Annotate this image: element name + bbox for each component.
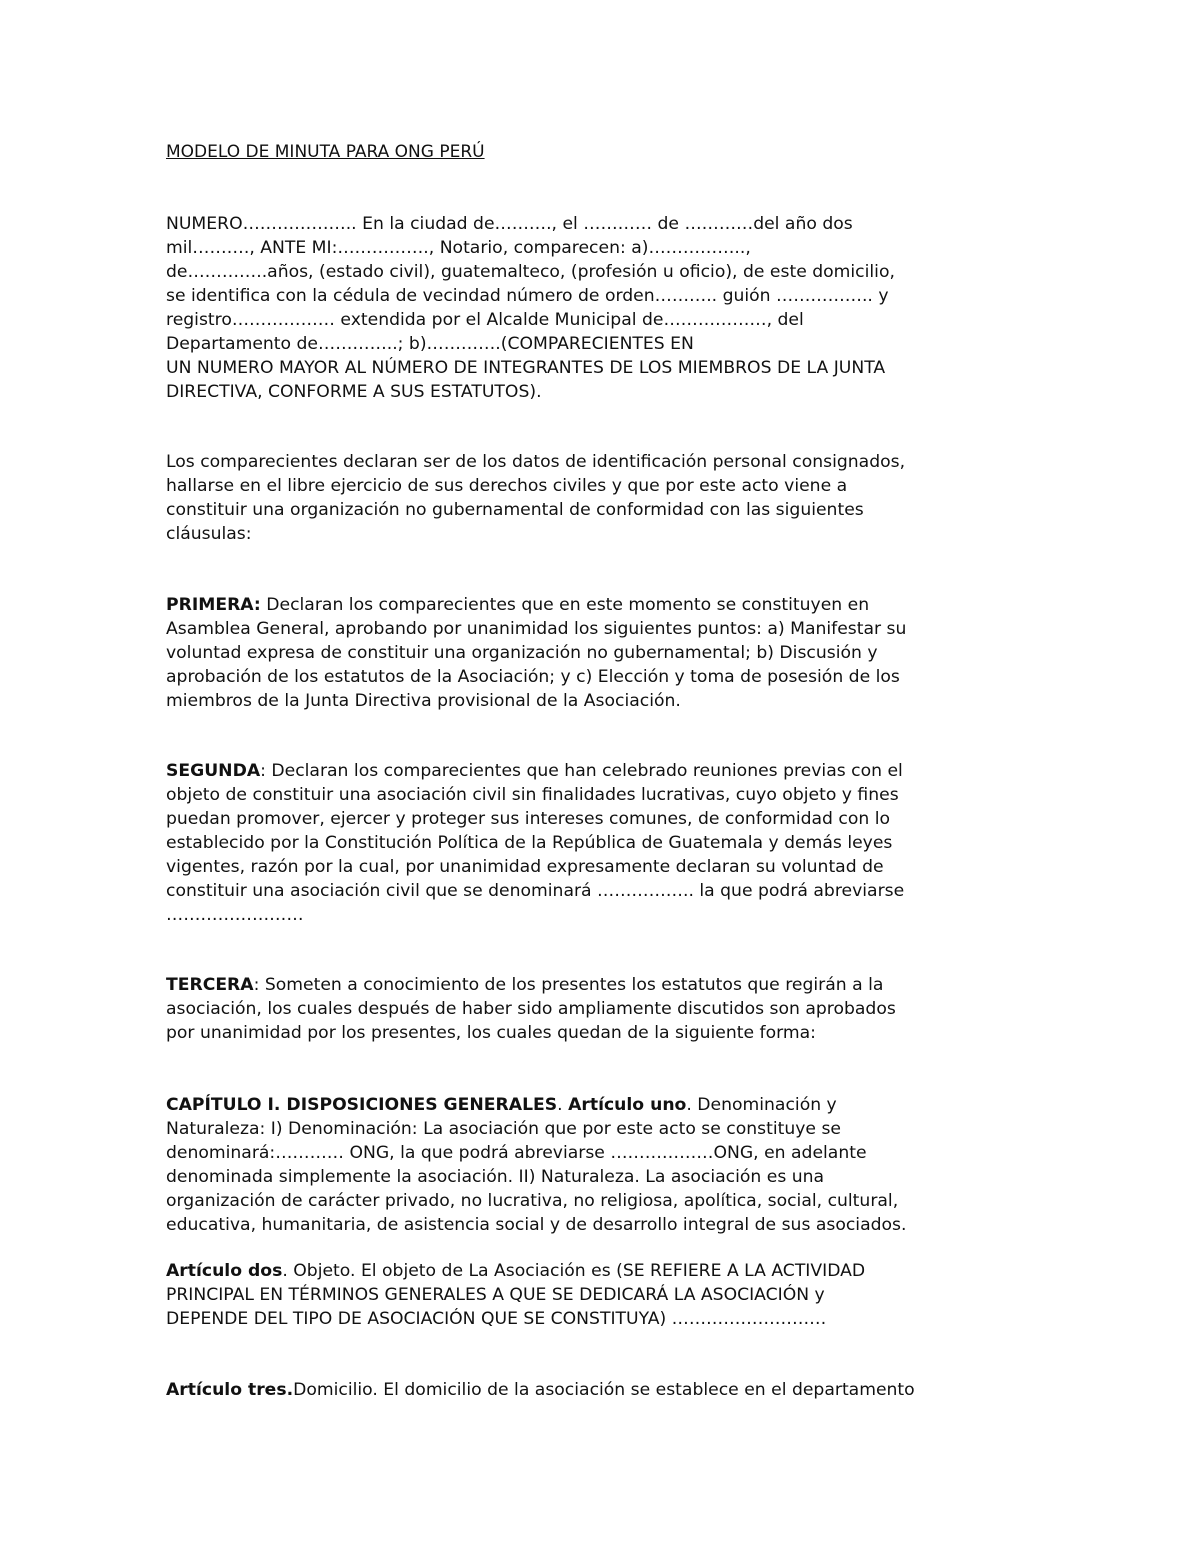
clause-text: Declaran los comparecientes que en este momento se constituyen en bbox=[260, 595, 870, 615]
clause-tercera bbox=[166, 973, 1046, 1045]
clause-primera bbox=[166, 593, 1046, 713]
text-line: miembros de la Junta Directiva provisional de la Asociación. bbox=[166, 691, 681, 711]
article-text: Domicilio. El domicilio de la asociación se establece en el departamento bbox=[293, 1380, 915, 1400]
text-line: vigentes, razón por la cual, por unanimidad expresamente declaran su voluntad de bbox=[166, 857, 884, 877]
text-line: DIRECTIVA, CONFORME A SUS ESTATUTOS). bbox=[166, 382, 542, 402]
article-text: . Denominación y bbox=[686, 1095, 837, 1115]
text-line: NUMERO……………….. En la ciudad de………., el ………… de …………del año dos bbox=[166, 214, 853, 234]
article-label: Artículo tres. bbox=[166, 1380, 294, 1400]
text-line: objeto de constituir una asociación civil sin finalidades lucrativas, cuyo objeto y fines bbox=[166, 785, 899, 805]
text-line: se identifica con la cédula de vecindad número de orden……….. guión …………….. y bbox=[166, 286, 889, 306]
text-line: DEPENDE DEL TIPO DE ASOCIACIÓN QUE SE CONSTITUYA) ……………………… bbox=[166, 1309, 827, 1329]
text-line: organización de carácter privado, no lucrativa, no religiosa, apolítica, social, cultural, bbox=[166, 1191, 899, 1211]
text-line bbox=[166, 1378, 1046, 1402]
text-line: …………………… bbox=[166, 905, 304, 925]
text-line: Naturaleza: I) Denominación: La asociación que por este acto se constituye se bbox=[166, 1119, 841, 1139]
clause-text: : Someten a conocimiento de los presentes los estatutos que regirán a la bbox=[253, 975, 884, 995]
text-line: denominada simplemente la asociación. II) Naturaleza. La asociación es una bbox=[166, 1167, 825, 1187]
text-line: cláusulas: bbox=[166, 524, 252, 544]
text-line: constituir una asociación civil que se denominará …………….. la que podrá abreviarse bbox=[166, 881, 905, 901]
text-line: asociación, los cuales después de haber sido ampliamente discutidos son aprobados bbox=[166, 999, 896, 1019]
article-three bbox=[166, 1378, 1046, 1402]
text-line: de…………..años, (estado civil), guatemalteco, (profesión u oficio), de este domicilio, bbox=[166, 262, 895, 282]
text-line: hallarse en el libre ejercicio de sus derechos civiles y que por este acto viene a bbox=[166, 476, 848, 496]
declaration-paragraph bbox=[166, 450, 1046, 546]
text-line: mil………., ANTE MI:……………., Notario, comparecen: a)…………….., bbox=[166, 238, 751, 258]
clause-label: SEGUNDA bbox=[166, 761, 261, 781]
text-line: registro……………… extendida por el Alcalde Municipal de………………, del bbox=[166, 310, 804, 330]
chapter-one bbox=[166, 1093, 1046, 1237]
chapter-label: CAPÍTULO I. DISPOSICIONES GENERALES bbox=[166, 1095, 558, 1115]
text-line: establecido por la Constitución Política de la República de Guatemala y demás leyes bbox=[166, 833, 893, 853]
document-title: MODELO DE MINUTA PARA ONG PERÚ bbox=[166, 142, 485, 162]
text-line: Asamblea General, aprobando por unanimidad los siguientes puntos: a) Manifestar su bbox=[166, 619, 907, 639]
article-two bbox=[166, 1259, 1046, 1331]
text-line: Departamento de…………..; b)………….(COMPARECIENTES EN bbox=[166, 334, 694, 354]
text-line: puedan promover, ejercer y proteger sus intereses comunes, de conformidad con lo bbox=[166, 809, 891, 829]
text-line: UN NUMERO MAYOR AL NÚMERO DE INTEGRANTES DE LOS MIEMBROS DE LA JUNTA bbox=[166, 358, 886, 378]
text-line: aprobación de los estatutos de la Asociación; y c) Elección y toma de posesión de los bbox=[166, 667, 900, 687]
text-line: por unanimidad por los presentes, los cuales quedan de la siguiente forma: bbox=[166, 1023, 816, 1043]
text-line: denominará:………… ONG, la que podrá abreviarse ………………ONG, en adelante bbox=[166, 1143, 867, 1163]
text-line bbox=[166, 759, 1046, 783]
text-line: educativa, humanitaria, de asistencia social y de desarrollo integral de sus asociados. bbox=[166, 1215, 907, 1235]
text-line bbox=[166, 973, 1046, 997]
separator: . bbox=[557, 1095, 569, 1115]
clause-label: TERCERA bbox=[166, 975, 254, 995]
text-line bbox=[166, 593, 1046, 617]
clause-segunda bbox=[166, 759, 1046, 927]
text-line: Los comparecientes declaran ser de los datos de identificación personal consignados, bbox=[166, 452, 906, 472]
article-label: Artículo uno bbox=[568, 1095, 687, 1115]
text-line: voluntad expresa de constituir una organización no gubernamental; b) Discusión y bbox=[166, 643, 878, 663]
clause-label: PRIMERA: bbox=[166, 595, 261, 615]
clause-text: : Declaran los comparecientes que han celebrado reuniones previas con el bbox=[260, 761, 903, 781]
text-line: PRINCIPAL EN TÉRMINOS GENERALES A QUE SE DEDICARÁ LA ASOCIACIÓN y bbox=[166, 1285, 825, 1305]
article-text: . Objeto. El objeto de La Asociación es (SE REFIERE A LA ACTIVIDAD bbox=[282, 1261, 866, 1281]
intro-paragraph bbox=[166, 212, 1046, 404]
text-line: constituir una organización no gubernamental de conformidad con las siguientes bbox=[166, 500, 864, 520]
text-line bbox=[166, 1093, 1046, 1117]
article-label: Artículo dos bbox=[166, 1261, 283, 1281]
text-line bbox=[166, 1259, 1046, 1283]
